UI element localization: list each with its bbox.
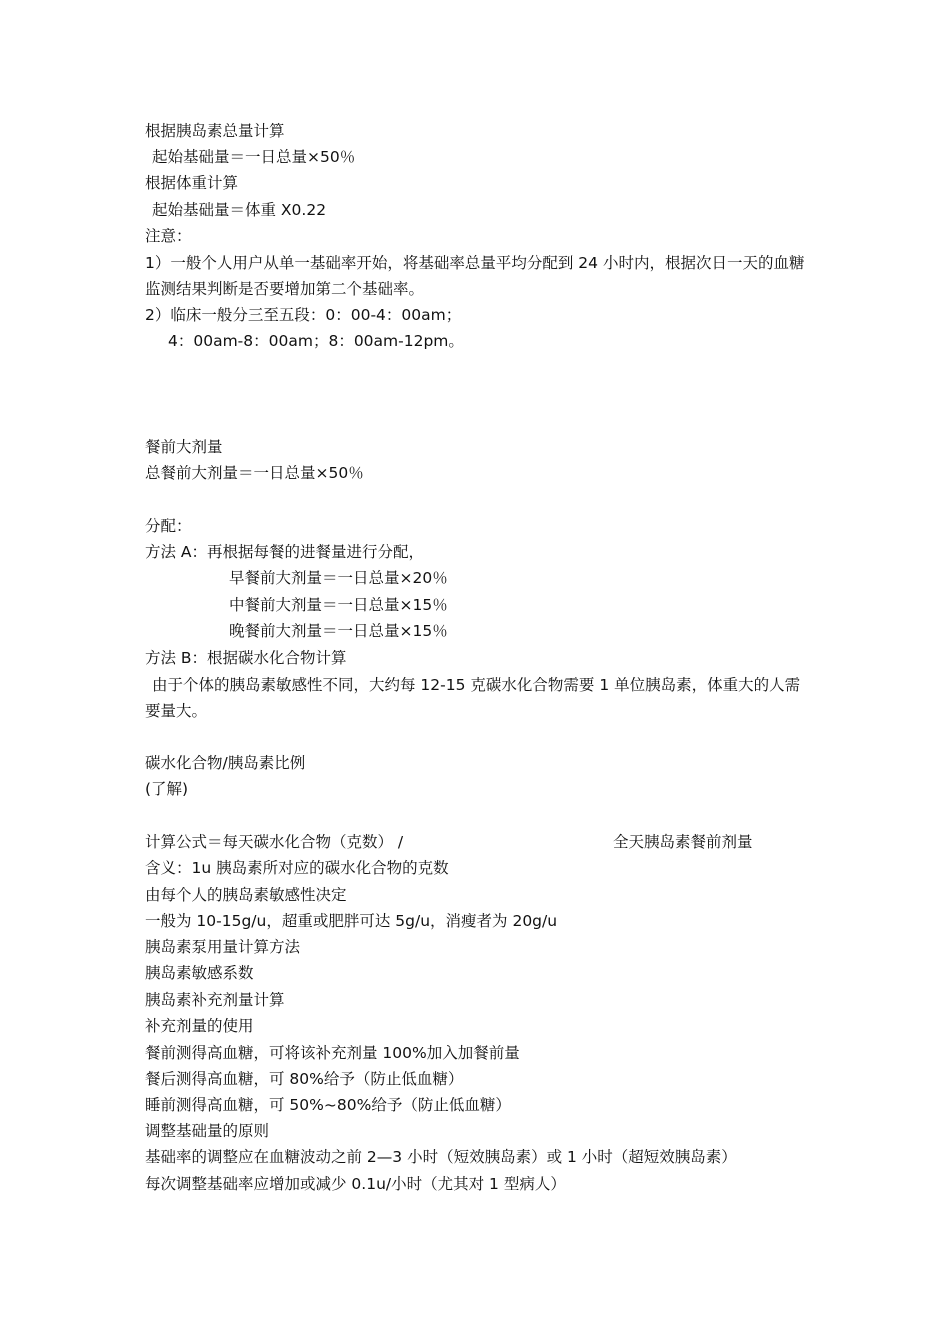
note-item-1: 1）一般个人用户从单一基础率开始，将基础率总量平均分配到 24 小时内，根据次日一天的血糖监测结果判断是否要增加第二个基础率。 (145, 254, 805, 298)
method-a: 方法 A：再根据每餐的进餐量进行分配， (145, 543, 425, 561)
pump-calc-heading: 胰岛素泵用量计算方法 (145, 938, 301, 956)
method-b-desc: 由于个体的胰岛素敏感性不同，大约每 12-15 克碳水化合物需要 1 单位胰岛素，体重大的人需要量大。 (145, 676, 801, 720)
range-line: 一般为 10-15g/u，超重或肥胖可达 5g/u，消瘦者为 20g/u (145, 912, 558, 930)
basal-adjust-heading: 调整基础量的原则 (145, 1122, 270, 1140)
heading-carb-ratio: 碳水化合物/胰岛素比例 (145, 754, 306, 772)
formula-carb-ratio: 计算公式＝每天碳水化合物（克数） / (145, 833, 404, 851)
formula-dinner-bolus: 晚餐前大剂量＝一日总量×15％ (229, 622, 448, 640)
formula-carb-ratio-denominator: 全天胰岛素餐前剂量 (613, 833, 753, 851)
heading-total-insulin-calc: 根据胰岛素总量计算 (145, 122, 285, 140)
formula-basal-by-weight: 起始基础量＝体重 X0.22 (152, 201, 327, 219)
note-item-2: 2）临床一般分三至五段：0：00-4：00am； (145, 306, 462, 324)
formula-total-bolus: 总餐前大剂量＝一日总量×50％ (145, 464, 364, 482)
supplement-calc-heading: 胰岛素补充剂量计算 (145, 991, 285, 1009)
sensitivity-line: 由每个人的胰岛素敏感性决定 (145, 886, 347, 904)
allocation-label: 分配： (145, 517, 192, 535)
note-item-2-cont: 4：00am-8：00am；8：00am-12pm。 (168, 332, 464, 350)
basal-adjust-step: 每次调整基础率应增加或减少 0.1u/小时（尤其对 1 型病人） (145, 1175, 566, 1193)
note-understand: (了解) (145, 780, 189, 798)
formula-basal-by-total: 起始基础量＝一日总量×50％ (152, 148, 356, 166)
heading-bolus: 餐前大剂量 (145, 438, 223, 456)
method-b: 方法 B：根据碳水化合物计算 (145, 649, 347, 667)
formula-breakfast-bolus: 早餐前大剂量＝一日总量×20％ (229, 569, 448, 587)
sensitivity-factor-heading: 胰岛素敏感系数 (145, 964, 254, 982)
supplement-premeal: 餐前测得高血糖，可将该补充剂量 100%加入加餐前量 (145, 1044, 520, 1062)
meaning-line: 含义：1u 胰岛素所对应的碳水化合物的克数 (145, 859, 449, 877)
formula-lunch-bolus: 中餐前大剂量＝一日总量×15％ (229, 596, 448, 614)
supplement-use-heading: 补充剂量的使用 (145, 1017, 254, 1035)
supplement-postmeal: 餐后测得高血糖，可 80%给予（防止低血糖） (145, 1070, 464, 1088)
heading-weight-calc: 根据体重计算 (145, 174, 239, 192)
note-label: 注意： (145, 227, 192, 245)
basal-adjust-timing: 基础率的调整应在血糖波动之前 2—3 小时（短效胰岛素）或 1 小时（超短效胰岛素） (145, 1148, 737, 1166)
supplement-bedtime: 睡前测得高血糖，可 50%~80%给予（防止低血糖） (145, 1096, 511, 1114)
